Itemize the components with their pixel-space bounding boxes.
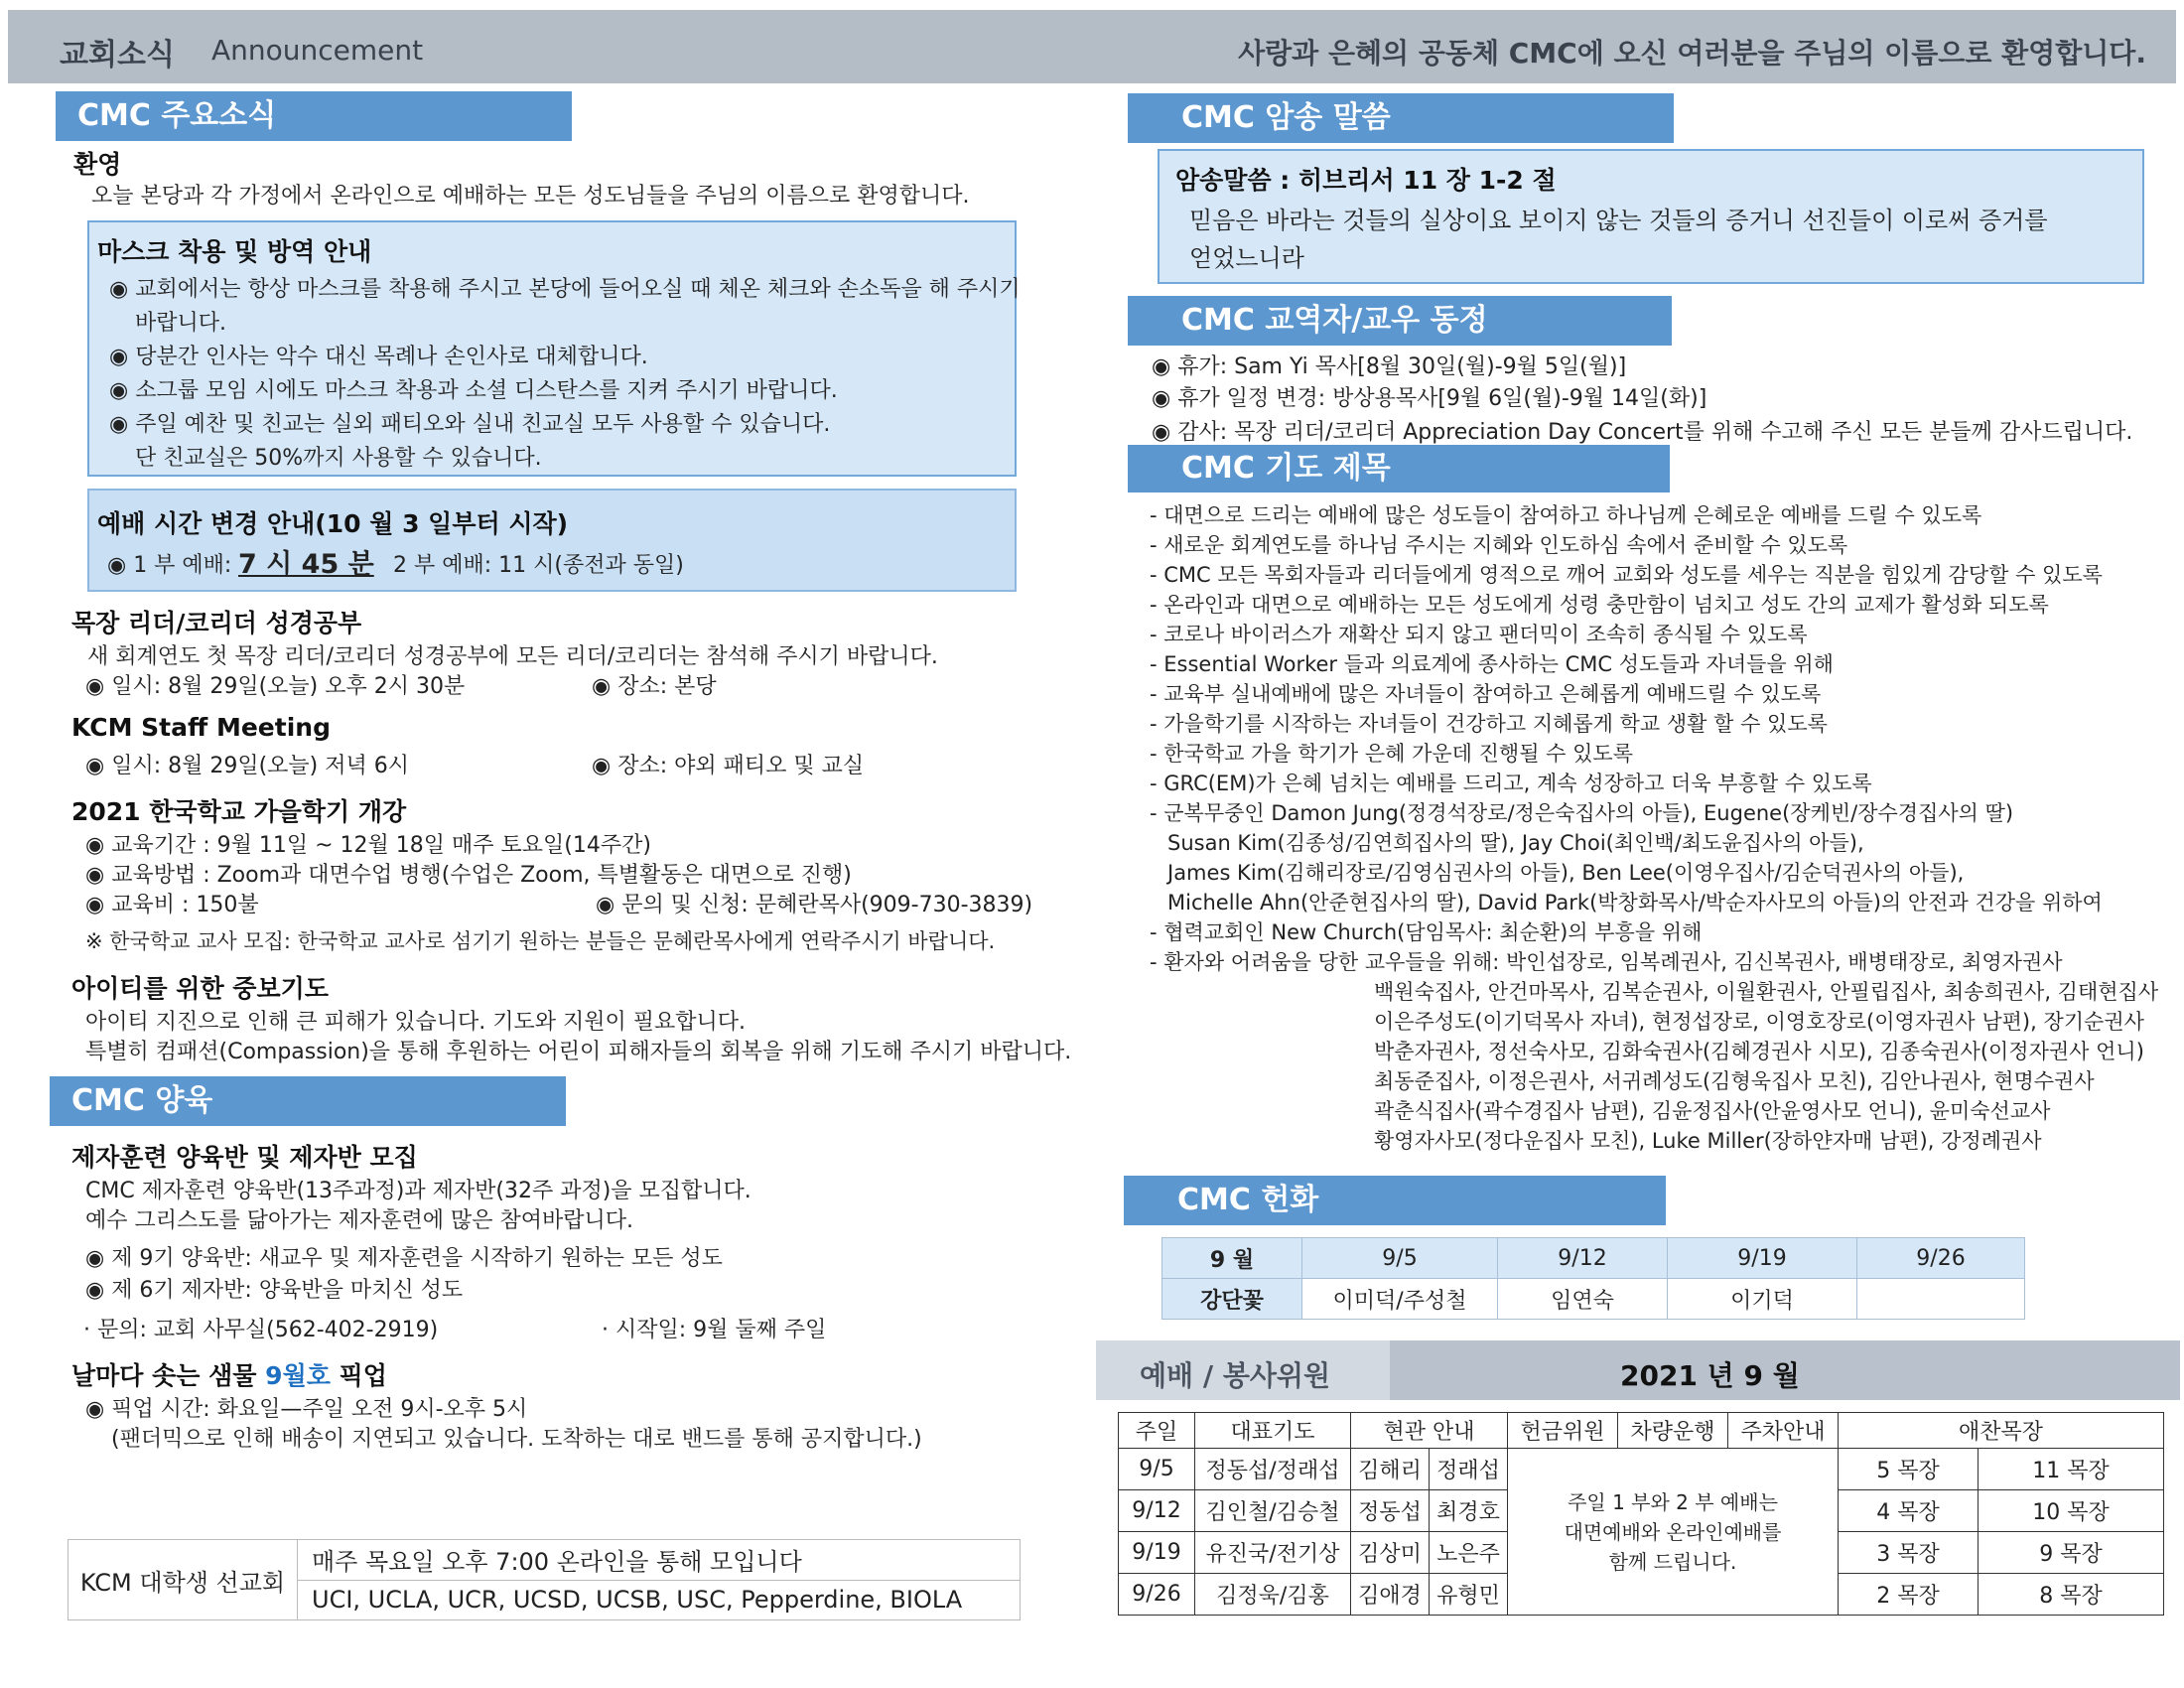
patient-line: 최동준집사, 이정은권사, 서귀례성도(김형욱집사 모친), 김안나권사, 현명수권사 [1374, 1069, 2095, 1093]
service-prayer: 유진국/전기상 [1195, 1532, 1351, 1574]
service-door: 정래섭 [1430, 1449, 1508, 1490]
prayer-item: - 코로나 바이러스가 재확산 되지 않고 팬더믹이 조속히 종식될 수 있도록 [1150, 623, 1808, 646]
prayer-item: - 대면으로 드리는 예배에 많은 성도들이 참여하고 하나님께 은혜로운 예배를 드릴 수 있도록 [1150, 503, 1982, 527]
prayer-item: - 온라인과 대면으로 예배하는 모든 성도에게 성령 충만함이 넘치고 성도 간의 교제가 활성화 되도록 [1150, 593, 2049, 617]
service-mokjang: 8 목장 [1979, 1574, 2164, 1616]
service-door: 최경호 [1430, 1490, 1508, 1532]
service-door: 김상미 [1351, 1532, 1430, 1574]
service-mokjang: 2 목장 [1839, 1574, 1979, 1616]
school-method: ◉ 교육방법 : Zoom과 대면수업 병행(수업은 Zoom, 특별활동은 대면으로 진행) [85, 863, 852, 888]
prayer-topics-header: CMC 기도 제목 [1128, 445, 1670, 492]
service-date: 9/26 [1119, 1574, 1195, 1616]
memory-verse-text: 얻었느니라 [1189, 244, 1304, 272]
training-section-header: CMC 양육 [50, 1076, 566, 1126]
patient-line: 곽춘식집사(곽수경집사 남편), 김윤정집사(안윤영사모 언니), 윤미숙선교사 [1374, 1099, 2051, 1123]
header-bar [8, 10, 2176, 83]
discipleship-heading: 제자훈련 양육반 및 제자반 모집 [71, 1143, 418, 1172]
service-door: 김해리 [1351, 1449, 1430, 1490]
service-time-heading: 예배 시간 변경 안내(10 월 3 일부터 시작) [97, 509, 569, 538]
prayer-item: - 가을학기를 시작하는 자녀들이 건강하고 지혜롭게 학교 생활 할 수 있도록 [1150, 712, 1828, 736]
prayer-item: - GRC(EM)가 은혜 넘치는 예배를 드리고, 계속 성장하고 더욱 부흥할 수 있도록 [1150, 772, 1872, 795]
news-section-header: CMC 주요소식 [56, 91, 572, 141]
mask-item: ◉ 주일 예찬 및 친교는 실외 패티오와 실내 친교실 모두 사용할 수 있습니다. [109, 412, 831, 437]
haiti-heading: 아이티를 위한 중보기도 [71, 974, 329, 1003]
mask-item: ◉ 당분간 인사는 악수 대신 목례나 손인사로 대체합니다. [109, 345, 648, 369]
patient-line: 백원숙집사, 안건마목사, 김복순권사, 이월환권사, 안필립집사, 최송희권사, 김태현집사 [1374, 980, 2159, 1004]
memory-verse-header: CMC 암송 말씀 [1128, 93, 1674, 143]
first-service-label: ◉ 1 부 예배: [107, 553, 232, 578]
haiti-text: 특별히 컴패션(Compassion)을 통해 후원하는 어린이 피해자들의 회복을 위해 기도해 주시기 바랍니다. [85, 1040, 1072, 1064]
service-bar-title: 예배 / 봉사위원 [1140, 1359, 1331, 1392]
school-fee: ◉ 교육비 : 150불 [85, 893, 259, 917]
service-note-line: 주일 1 부와 2 부 예배는 [1568, 1489, 1778, 1514]
discipleship-contact: · 문의: 교회 사무실(562-402-2919) [83, 1318, 439, 1342]
patient-line: 황영자사모(정다운집사 모친), Luke Miller(장하얀자매 남편), 강정례권사 [1374, 1129, 2042, 1153]
devotional-pickup: 픽업 [330, 1361, 387, 1390]
welcome-banner: 사랑과 은혜의 공동체 CMC에 오신 여러분을 주님의 이름으로 환영합니다. [1238, 37, 2146, 70]
service-mokjang: 5 목장 [1839, 1449, 1979, 1490]
mask-item: 바랍니다. [135, 311, 227, 336]
prayer-item: - 환자와 어려움을 당한 교우들을 위해: 박인섭장로, 임복례권사, 김신복권사, 배병태장로, 최영자권사 [1150, 950, 2063, 974]
bible-study-heading: 목장 리더/코리더 성경공부 [71, 609, 362, 637]
first-service-time: 7 시 45 분 [238, 549, 374, 580]
flowers-month: 9 월 [1162, 1238, 1302, 1279]
pickup-note: (팬더믹으로 인해 배송이 지연되고 있습니다. 도착하는 대로 밴드를 통해 공지합니다.) [111, 1427, 922, 1452]
service-date: 9/12 [1119, 1490, 1195, 1532]
flowers-donor: 이미덕/주성철 [1302, 1279, 1498, 1320]
service-mokjang: 10 목장 [1979, 1490, 2164, 1532]
service-prayer: 김정욱/김홍 [1195, 1574, 1351, 1616]
mask-item: ◉ 교회에서는 항상 마스크를 착용해 주시고 본당에 들어오실 때 체온 체크와 손소독을 해 주시기 [109, 277, 1021, 302]
staff-news-header: CMC 교역자/교우 동정 [1128, 296, 1672, 346]
kcm-meeting-place: ◉ 장소: 야외 패티오 및 교실 [592, 754, 865, 778]
prayer-item: - 교육부 실내예배에 많은 자녀들이 참여하고 은혜롭게 예배드릴 수 있도록 [1150, 682, 1822, 706]
service-header-fellowship: 애찬목장 [1839, 1413, 2164, 1449]
service-prayer: 정동섭/정래섭 [1195, 1449, 1351, 1490]
service-mokjang: 9 목장 [1979, 1532, 2164, 1574]
prayer-item: - Essential Worker 들과 의료계에 종사하는 CMC 성도들과 자녀들을 위해 [1150, 652, 1834, 676]
mask-item: ◉ 소그룹 모임 시에도 마스크 착용과 소셜 디스탄스를 지켜 주시기 바랍니다. [109, 378, 838, 403]
service-mokjang: 11 목장 [1979, 1449, 2164, 1490]
section-title: 교회소식 [60, 38, 175, 72]
kcm-college-schools: UCI, UCLA, UCR, UCSD, UCSB, USC, Pepperdine, BIOLA [298, 1580, 1021, 1620]
discipleship-item: ◉ 제 9기 양육반: 새교우 및 제자훈련을 시작하기 원하는 모든 성도 [85, 1246, 723, 1271]
kcm-college-table [68, 1539, 1021, 1620]
school-contact: ◉ 문의 및 신청: 문혜란목사(909-730-3839) [596, 893, 1033, 917]
service-date: 9/5 [1119, 1449, 1195, 1490]
service-note-line: 대면예배와 온라인예배를 [1564, 1519, 1782, 1544]
service-date: 9/19 [1119, 1532, 1195, 1574]
prayer-item: - 새로운 회계연도를 하나님 주시는 지혜와 인도하심 속에서 준비할 수 있도록 [1150, 533, 1848, 557]
flowers-date: 9/19 [1668, 1238, 1857, 1279]
discipleship-item: ◉ 제 6기 제자반: 양육반을 마치신 성도 [85, 1278, 464, 1303]
mask-heading: 마스크 착용 및 방역 안내 [97, 237, 372, 266]
pickup-time: ◉ 픽업 시간: 화요일—주일 오전 9시-오후 5시 [85, 1397, 528, 1422]
service-bar-month: 2021 년 9 월 [1620, 1359, 1800, 1392]
devotional-title: 날마다 솟는 샘물 [71, 1361, 266, 1390]
prayer-item: Michelle Ahn(안준현집사의 딸), David Park(박창화목사/박순자사모의 아들)의 안전과 건강을 위하여 [1167, 891, 2103, 914]
service-merged-note [1508, 1449, 1839, 1616]
service-header-door: 현관 안내 [1351, 1413, 1508, 1449]
flowers-row-label: 강단꽃 [1162, 1279, 1302, 1320]
service-header-prayer: 대표기도 [1195, 1413, 1351, 1449]
haiti-text: 아이티 지진으로 인해 큰 피해가 있습니다. 기도와 지원이 필요합니다. [85, 1010, 746, 1035]
prayer-item: - 한국학교 가을 학기가 은혜 가운데 진행될 수 있도록 [1150, 742, 1633, 766]
service-door: 김애경 [1351, 1574, 1430, 1616]
prayer-item: James Kim(김해리장로/김영심권사의 아들), Ben Lee(이영우집사/김순덕권사의 아들), [1167, 861, 1965, 885]
korean-school-heading: 2021 한국학교 가을학기 개강 [71, 797, 407, 826]
flowers-donor: 임연숙 [1498, 1279, 1668, 1320]
service-header-offering: 헌금위원 [1508, 1413, 1618, 1449]
section-subtitle: Announcement [211, 34, 424, 67]
bible-study-text: 새 회계연도 첫 목장 리더/코리더 성경공부에 모든 리더/코리더는 참석해 주시기 바랍니다. [87, 644, 938, 669]
prayer-item: - 협력교회인 New Church(담임목사: 최순환)의 부흥을 위해 [1150, 920, 1703, 944]
patient-line: 박춘자권사, 정선숙사모, 김화숙권사(김혜경권사 시모), 김종숙권사(이정자권사 언니) [1374, 1040, 2144, 1063]
flowers-table [1161, 1237, 2025, 1320]
prayer-item: - CMC 모든 목회자들과 리더들에게 영적으로 깨어 교회와 성도를 세우는 직분을 힘있게 감당할 수 있도록 [1150, 563, 2103, 587]
kcm-meeting-heading: KCM Staff Meeting [71, 713, 331, 742]
service-header-sunday: 주일 [1119, 1413, 1195, 1449]
service-mokjang: 4 목장 [1839, 1490, 1979, 1532]
service-header-parking: 주차안내 [1728, 1413, 1839, 1449]
kcm-college-schedule: 매주 목요일 오후 7:00 온라인을 통해 모입니다 [298, 1540, 1021, 1581]
memory-verse-reference: 암송말씀 : 히브리서 11 장 1-2 절 [1175, 166, 1557, 195]
devotional-pickup-heading [71, 1356, 387, 1392]
bible-study-date: ◉ 일시: 8월 29일(오늘) 오후 2시 30분 [85, 674, 466, 699]
staff-news-item: ◉ 감사: 목장 리더/코리더 Appreciation Day Concert를 위해 수고해 주신 모든 분들께 감사드립니다. [1152, 420, 2133, 445]
prayer-item: - 군복무중인 Damon Jung(정경석장로/정은숙집사의 아들), Eugene(장케빈/장수경집사의 딸) [1150, 801, 2014, 825]
devotional-issue: 9월호 [265, 1361, 331, 1390]
mask-item: 단 친교실은 50%까지 사용할 수 있습니다. [135, 446, 542, 471]
memory-verse-box [1158, 149, 2144, 284]
welcome-text: 오늘 본당과 각 가정에서 온라인으로 예배하는 모든 성도님들을 주님의 이름으로 환영합니다. [91, 184, 970, 209]
bible-study-place: ◉ 장소: 본당 [592, 674, 717, 699]
discipleship-text: 예수 그리스도를 닮아가는 제자훈련에 많은 참여바랍니다. [85, 1208, 634, 1233]
service-prayer: 김인철/김승철 [1195, 1490, 1351, 1532]
flowers-date: 9/5 [1302, 1238, 1498, 1279]
staff-news-item: ◉ 휴가 일정 변경: 방상용목사[9월 6일(월)-9월 14일(화)] [1152, 386, 1707, 411]
flowers-donor: 이기덕 [1668, 1279, 1857, 1320]
service-time-box [87, 489, 1017, 592]
flowers-date: 9/12 [1498, 1238, 1668, 1279]
discipleship-text: CMC 제자훈련 양육반(13주과정)과 제자반(32주 과정)을 모집합니다. [85, 1179, 751, 1203]
school-teacher-note: ※ 한국학교 교사 모집: 한국학교 교사로 섬기기 원하는 분들은 문혜란목사에게 연락주시기 바랍니다. [85, 929, 996, 953]
flowers-date: 9/26 [1857, 1238, 2025, 1279]
service-table [1118, 1412, 2164, 1616]
patient-line: 이은주성도(이기덕목사 자녀), 현정섭장로, 이영호장로(이영자권사 남편), 장기순권사 [1374, 1010, 2144, 1034]
service-bar-left [1096, 1340, 1390, 1400]
school-period: ◉ 교육기간 : 9월 11일 ~ 12월 18일 매주 토요일(14주간) [85, 833, 651, 858]
service-door: 정동섭 [1351, 1490, 1430, 1532]
discipleship-start: · 시작일: 9월 둘째 주일 [602, 1318, 827, 1342]
flowers-donor [1857, 1279, 2025, 1320]
kcm-meeting-date: ◉ 일시: 8월 29일(오늘) 저녁 6시 [85, 754, 409, 778]
service-door: 노은주 [1430, 1532, 1508, 1574]
service-bar [1096, 1340, 2180, 1400]
staff-news-item: ◉ 휴가: Sam Yi 목사[8월 30일(월)-9월 5일(월)] [1152, 354, 1627, 379]
service-header-vehicle: 차량운행 [1618, 1413, 1728, 1449]
kcm-college-label: KCM 대학생 선교회 [68, 1540, 298, 1620]
welcome-heading: 환영 [73, 150, 122, 179]
second-service-time: 2 부 예배: 11 시(종전과 동일) [393, 553, 684, 578]
prayer-item: Susan Kim(김종성/김연희집사의 딸), Jay Choi(최인백/최도윤집사의 아들), [1167, 831, 1864, 855]
service-door: 유형민 [1430, 1574, 1508, 1616]
flowers-header: CMC 헌화 [1124, 1176, 1666, 1225]
service-note-line: 함께 드립니다. [1608, 1549, 1737, 1574]
memory-verse-text: 믿음은 바라는 것들의 실상이요 보이지 않는 것들의 증거니 선진들이 이로써 증거를 [1189, 207, 2048, 234]
service-mokjang: 3 목장 [1839, 1532, 1979, 1574]
mask-notice-box [87, 220, 1021, 477]
